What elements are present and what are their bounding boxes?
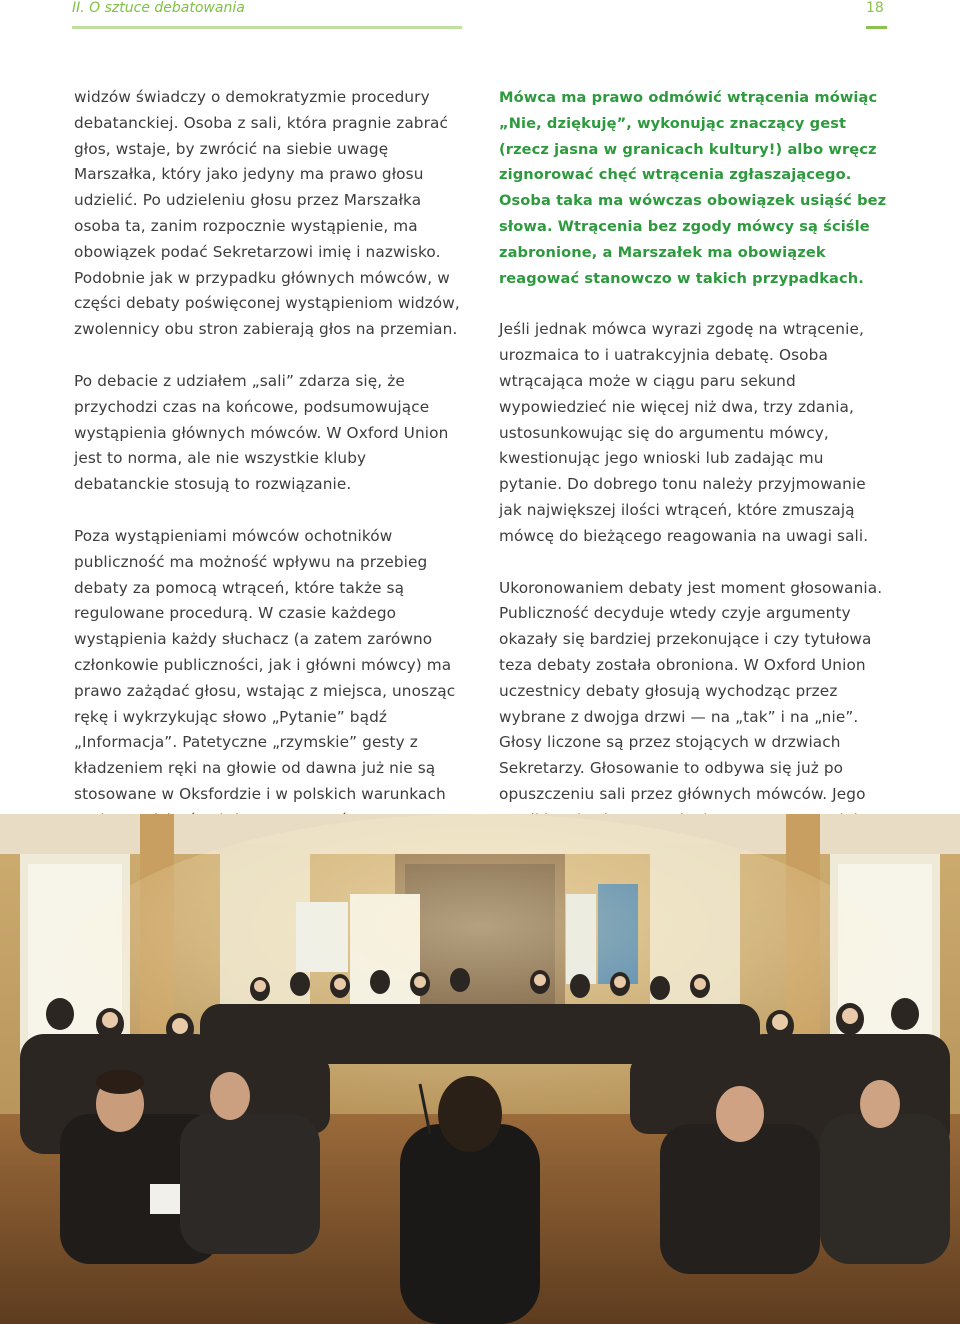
page-number-rule <box>866 26 887 29</box>
left-paragraph-2: Po debacie z udziałem „sali” zdarza się, że przychodzi czas na końcowe, podsumowujące wystąpienia głównych mówców. W Oxford Union jest to norma, ale nie wszystkie kluby debatanckie stosują to rozwiązanie. <box>74 371 449 494</box>
page-header <box>0 0 960 40</box>
chapter-title: II. O sztuce debatowania <box>72 0 245 16</box>
header-rule <box>72 26 462 29</box>
right-paragraph-3: Ukoronowaniem debaty jest moment głosowania. Publiczność decyduje wtedy czyje argumenty okazały się bardziej przekonujące i czy tytułowa teza debaty została obroniona. W Oxford Union uczestnicy debaty głosują wychodząc przez wybrane z dwojga drzwi — na „tak” i na „nie”. Głosy liczone są przez stojących w drzwiach Sekretarzy. Głosowanie to odbywa się już po opuszczeniu sali przez głównych mówców. Jego <box>499 578 883 803</box>
page-number: 18 <box>866 0 884 16</box>
left-column <box>74 85 466 860</box>
left-paragraph-1: widzów świadczy o demokratyzmie procedury debatanckiej. Osoba z sali, która pragnie zabrać głos, wstaje, by zwrócić na siebie uwagę Marszałka, który jako jedyny ma prawo głosu udzielić. Po udzieleniu głosu przez Marszałka osoba ta, zanim rozpocznie wystąpienie, ma obowiązek podać Sekretarzowi imię i nazwisko. Podobnie jak w przypadku głównych mówców, w części debaty poświęconej wystąpieniom widzów, zwolennicy obu stron zabierają głos na przemian. <box>74 88 460 339</box>
debate-photo <box>0 814 960 1324</box>
right-column <box>499 85 891 885</box>
left-paragraph-3: Poza wystąpieniami mówców ochotników publiczność ma możność wpływu na przebieg debaty za pomocą wtrąceń, które także są regulowane procedurą. W czasie każdego wystąpienia każdy słuchacz (a zatem zarówno członkowie publiczności, jak i główni mówcy) ma prawo zażądać głosu, wstając z miejsca, unosząc rękę i wykrzykując słowo „Pytanie” bądź „Informacja”. Patetyczne „rzymskie” gesty z kładzeniem ręki na głowie od dawna już nie są stosowane w Oksfordzie i w polskich warunkach <box>74 526 456 803</box>
right-paragraph-highlight: Mówca ma prawo odmówić wtrącenia mówiąc „Nie, dziękuję”, wykonując znaczący gest (rzecz jasna w granicach kultury!) albo wręcz zignorować chęć wtrącenia zgłaszającego. Osoba taka ma wówczas obowiązek usiąść bez słowa. Wtrącenia bez zgody mówcy są ściśle zabronione, a Marszałek ma obowiązek reagować stanowczo w takich przypadkach. <box>499 89 887 287</box>
right-paragraph-2: Jeśli jednak mówca wyrazi zgodę na wtrącenie, urozmaica to i uatrakcyjnia debatę. Osoba wtrącająca może w ciągu paru sekund wypowiedzieć nie więcej niż dwa, trzy zdania, ustosunkowując się do argumentu mówcy, kwestionując jego wnioski lub zadając mu pytanie. Do dobrego tonu należy przyjmowanie jak największej ilości wtrąceń, które zmuszają mówcę do bieżącego reagowania na uwagi sali. <box>499 320 869 545</box>
